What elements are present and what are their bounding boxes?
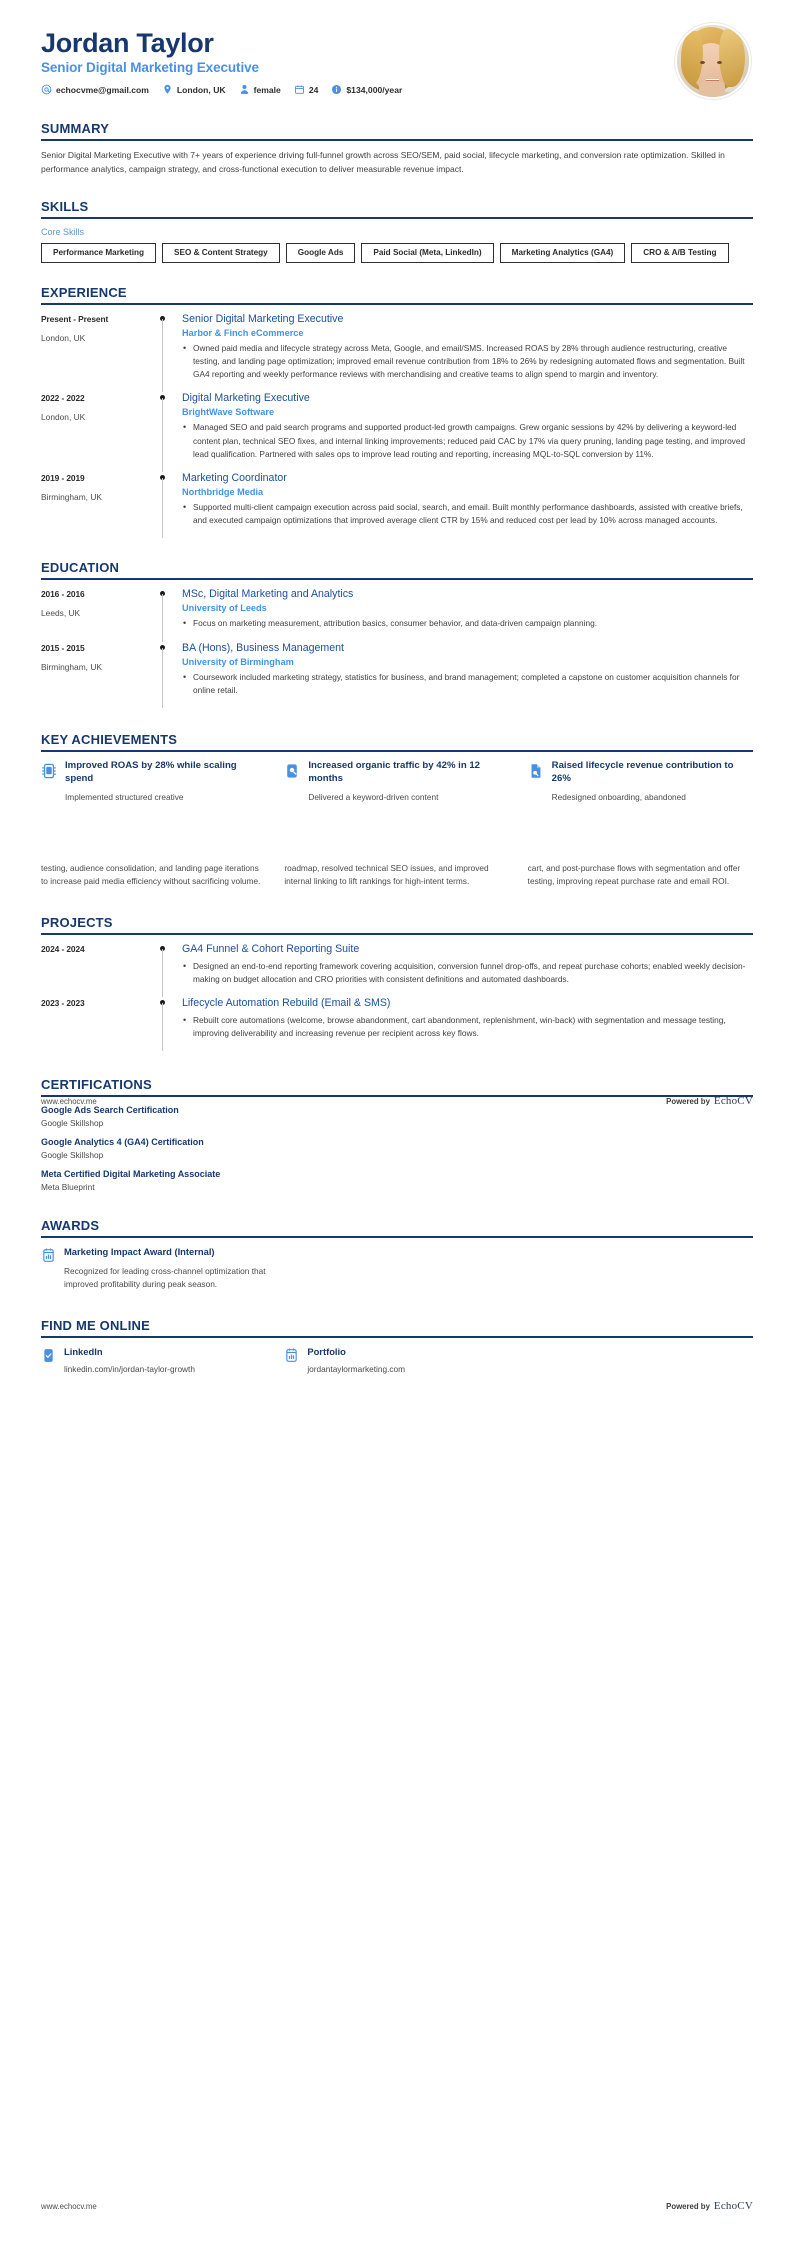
entry-body	[173, 997, 753, 1051]
entry-location: Birmingham, UK	[41, 661, 102, 672]
avatar	[675, 23, 751, 99]
entry-meta	[41, 588, 153, 641]
timeline-track	[153, 642, 173, 708]
entry-body	[173, 588, 753, 641]
achievement-desc-continued: cart, and post-purchase flows with segmentation and offer testing, improving repeat purchase rate and email ROI.	[527, 862, 741, 887]
entry-organization: University of Birmingham	[182, 656, 294, 667]
check-badge-icon	[41, 1347, 56, 1364]
footer-powered-prefix: Powered by	[666, 2202, 710, 2211]
at-icon	[41, 84, 52, 95]
entry-bullets	[182, 671, 753, 697]
achievement-title: Improved ROAS by 28% while scaling spend	[65, 759, 237, 784]
achievements-grid	[41, 760, 753, 805]
skill-chip[interactable]: Paid Social (Meta, LinkedIn)	[361, 243, 493, 263]
section-title-summary: SUMMARY	[41, 121, 110, 136]
section-title-find-me-online: FIND ME ONLINE	[41, 1317, 150, 1333]
section-experience	[41, 285, 753, 538]
entry-body	[173, 392, 753, 472]
timeline-line	[162, 648, 163, 708]
section-title-projects: PROJECTS	[41, 914, 113, 930]
timeline-line	[162, 594, 163, 641]
entry-date: 2022 - 2022	[41, 393, 85, 404]
awards-grid	[41, 1246, 753, 1291]
award-item	[41, 1246, 266, 1291]
section-find-me-online	[41, 1318, 753, 1374]
contact-age	[294, 84, 319, 95]
education-entry	[41, 642, 753, 708]
section-title-experience: EXPERIENCE	[41, 284, 127, 300]
experience-entry	[41, 392, 753, 472]
entry-title: GA4 Funnel & Cohort Reporting Suite	[182, 942, 360, 955]
entry-title: Senior Digital Marketing Executive	[182, 312, 344, 325]
chart-badge-icon	[41, 1247, 56, 1264]
certification-name: Google Analytics 4 (GA4) Certification	[41, 1137, 204, 1148]
entry-meta	[41, 943, 153, 997]
links-grid	[41, 1346, 753, 1374]
section-divider	[41, 217, 753, 219]
page-title: Jordan Taylor	[41, 28, 214, 58]
achievement-title: Raised lifecycle revenue contribution to 26%	[551, 759, 734, 784]
contact-email[interactable]	[41, 84, 149, 95]
resume-header	[41, 0, 753, 99]
bullet-item: • Supported multi-client campaign execution across paid social, search, and email. Built monthly performance dashboards, assisted with creative briefs, and executed campaign optimizations that improved average client CTR by 15% and reduced cost per lead by 10% across managed accounts.	[182, 501, 753, 527]
section-divider	[41, 933, 753, 935]
section-skills	[41, 199, 753, 263]
skill-chip[interactable]: Google Ads	[286, 243, 356, 263]
section-title-achievements: KEY ACHIEVEMENTS	[41, 731, 178, 747]
contact-salary	[331, 84, 402, 95]
entry-date: 2016 - 2016	[41, 589, 85, 600]
entry-organization: Northbridge Media	[182, 487, 264, 497]
calendar-icon	[294, 84, 305, 95]
footer-site[interactable]: www.echocv.me	[41, 2202, 97, 2211]
online-link-item[interactable]	[41, 1346, 266, 1374]
contact-row	[41, 84, 415, 95]
certification-issuer: Meta Blueprint	[41, 1182, 95, 1193]
entry-bullets	[182, 1014, 753, 1040]
bullet-item: • Owned paid media and lifecycle strategy across Meta, Google, and email/SMS. Increased ROAS by 28% through audience restructuring, creative testing, and landing page optimization; improved email revenue contribution from 18% to 26% by redesigning automated flows and segmentation. Built GA4 reporting and weekly performance reviews with merchandising and creative teams to align spend to margin and inventory.	[182, 342, 753, 381]
section-title-awards: AWARDS	[41, 1218, 100, 1234]
chart-badge-icon	[284, 1347, 299, 1364]
certification-issuer: Google Skillshop	[41, 1118, 104, 1129]
footer-powered-prefix: Powered by	[666, 1097, 710, 1106]
achievements-grid-continued	[41, 862, 753, 889]
online-link-label: Portfolio	[307, 1345, 346, 1357]
timeline-track	[153, 472, 173, 538]
award-description: Recognized for leading cross-channel optimization that improved profitability during peak season.	[64, 1265, 266, 1290]
contact-gender	[239, 84, 281, 95]
chip-icon	[41, 762, 57, 780]
header-role: Senior Digital Marketing Executive	[41, 60, 259, 76]
entry-body	[173, 943, 753, 997]
section-summary	[41, 121, 753, 177]
timeline-line	[162, 319, 163, 393]
entry-title: Lifecycle Automation Rebuild (Email & SMS)	[182, 996, 391, 1009]
section-achievements	[41, 732, 753, 805]
entry-bullets	[182, 501, 753, 527]
entry-bullets	[182, 342, 753, 381]
entry-meta	[41, 313, 153, 393]
entry-body	[173, 642, 753, 708]
entry-date: Present - Present	[41, 313, 109, 324]
entry-body	[173, 472, 753, 538]
entry-location: Birmingham, UK	[41, 491, 102, 502]
timeline-track	[153, 943, 173, 997]
achievement-title: Increased organic traffic by 42% in 12 months	[308, 759, 481, 784]
entry-date: 2019 - 2019	[41, 472, 85, 483]
certifications-list	[41, 1105, 753, 1192]
section-divider	[41, 750, 753, 752]
entry-organization: Harbor & Finch eCommerce	[182, 327, 304, 338]
certification-issuer: Google Skillshop	[41, 1150, 104, 1161]
bullet-item: • Managed SEO and paid search programs and supported product-led growth campaigns. Grew organic sessions by 42% by delivering a keyword-led content plan, technical SEO fixes, and internal linking improvements; reduced paid CAC by 17% via query pruning, landing page testing, and improved lead qualification. Partnered with sales ops to improve lead routing and reporting, increasing MQL-to-SQL conversion by 11%.	[182, 421, 753, 460]
entry-organization: BrightWave Software	[182, 407, 275, 418]
achievement-desc-continued: roadmap, resolved technical SEO issues, and improved internal linking to lift rankings for high-intent terms.	[284, 862, 489, 887]
entry-meta	[41, 642, 153, 708]
skills-group-label: Core Skills	[41, 226, 85, 237]
entry-bullets	[182, 960, 753, 986]
contact-salary-text: $134,000/year	[346, 84, 403, 95]
summary-text: Senior Digital Marketing Executive with 7+ years of experience driving full-funnel growth across SEO/SEM, paid social, lifecycle marketing, and conversion rate optimization. Skilled in performance analytics, campaign strategy, and cross-functional execution to deliver measurable revenue impact.	[41, 150, 725, 174]
entry-title: Marketing Coordinator	[182, 471, 287, 484]
timeline-line	[162, 398, 163, 472]
experience-list	[41, 313, 753, 538]
bullet-item: • Coursework included marketing strategy, statistics for business, and brand management; completed a capstone on customer acquisition channels for online retail.	[182, 671, 753, 697]
certification-item	[41, 1137, 753, 1160]
footer-brand: EchoCV	[713, 2200, 753, 2212]
entry-title: MSc, Digital Marketing and Analytics	[182, 588, 354, 601]
entry-meta	[41, 392, 153, 472]
section-divider	[41, 1336, 753, 1338]
entry-location: Leeds, UK	[41, 608, 81, 619]
contact-email-text: echocvme@gmail.com	[56, 84, 149, 95]
section-title-skills: SKILLS	[41, 198, 89, 214]
footer-site[interactable]: www.echocv.me	[41, 1097, 97, 1106]
entry-title: BA (Hons), Business Management	[182, 641, 344, 654]
entry-title: Digital Marketing Executive	[182, 392, 310, 405]
timeline-line	[162, 478, 163, 538]
section-divider	[41, 578, 753, 580]
experience-entry	[41, 313, 753, 393]
bullet-item: • Designed an end-to-end reporting framework covering acquisition, conversion funnel drop-offs, and repeat purchase cohorts; enabled weekly decision-making on budget allocation and CRO priorities with consistent definitions and automated dashboards.	[182, 960, 753, 986]
bullet-item: • Focus on marketing measurement, attribution basics, consumer behavior, and data-driven campaign planning.	[182, 617, 753, 630]
page-footer-1	[0, 1095, 794, 1107]
section-divider	[41, 1236, 753, 1238]
certification-item	[41, 1105, 753, 1128]
header-identity	[41, 23, 415, 95]
document-search-icon	[528, 762, 544, 780]
experience-entry	[41, 472, 753, 538]
contact-age-text: 24	[308, 84, 319, 95]
skills-chip-list	[41, 243, 753, 263]
education-entry	[41, 588, 753, 641]
timeline-track	[153, 392, 173, 472]
entry-bullets	[182, 617, 753, 630]
certification-name: Google Ads Search Certification	[41, 1105, 179, 1116]
achievement-item	[284, 760, 509, 805]
entry-date: 2024 - 2024	[41, 943, 85, 954]
section-title-certifications: CERTIFICATIONS	[41, 1077, 152, 1093]
skill-chip[interactable]: CRO & A/B Testing	[631, 243, 728, 263]
achievement-desc-continued: testing, audience consolidation, and landing page iterations to increase paid media efficiency without sacrificing volume.	[41, 862, 261, 887]
section-awards	[41, 1218, 753, 1291]
skill-chip[interactable]: SEO & Content Strategy	[162, 243, 280, 263]
entry-meta	[41, 472, 153, 538]
contact-location	[162, 84, 226, 95]
entry-location: London, UK	[41, 412, 86, 423]
entry-bullets	[182, 421, 753, 460]
person-icon	[239, 84, 250, 95]
achievement-item	[528, 760, 753, 805]
timeline-track	[153, 313, 173, 393]
achievement-desc: Delivered a keyword-driven content	[308, 792, 439, 803]
entry-body	[173, 313, 753, 393]
footer-powered-by	[666, 1095, 753, 1107]
contact-gender-text: female	[253, 84, 281, 95]
skill-chip[interactable]: Performance Marketing	[41, 243, 156, 263]
search-badge-icon	[284, 762, 300, 780]
timeline-track	[153, 997, 173, 1051]
online-link-url[interactable]: linkedin.com/in/jordan-taylor-growth	[64, 1364, 195, 1375]
entry-meta	[41, 997, 153, 1051]
award-title: Marketing Impact Award (Internal)	[64, 1246, 215, 1258]
section-divider	[41, 303, 753, 305]
project-entry	[41, 943, 753, 997]
section-title-education: EDUCATION	[41, 560, 120, 576]
education-list	[41, 588, 753, 708]
achievement-desc: Redesigned onboarding, abandoned	[551, 792, 686, 803]
section-divider	[41, 139, 753, 141]
entry-organization: University of Leeds	[182, 603, 267, 614]
timeline-line	[162, 1003, 163, 1051]
footer-brand: EchoCV	[713, 1095, 753, 1107]
projects-list	[41, 943, 753, 1052]
timeline-track	[153, 588, 173, 641]
online-link-url[interactable]: jordantaylormarketing.com	[307, 1364, 406, 1375]
online-link-item[interactable]	[284, 1346, 509, 1374]
section-education	[41, 560, 753, 708]
entry-date: 2023 - 2023	[41, 997, 85, 1008]
online-link-label: LinkedIn	[64, 1345, 103, 1357]
location-pin-icon	[162, 84, 173, 95]
certification-name: Meta Certified Digital Marketing Associate	[41, 1169, 221, 1180]
section-projects	[41, 915, 753, 1052]
info-circle-icon	[331, 84, 342, 95]
skill-chip[interactable]: Marketing Analytics (GA4)	[500, 243, 626, 263]
project-entry	[41, 997, 753, 1051]
contact-location-text: London, UK	[176, 84, 226, 95]
footer-powered-by	[666, 2200, 753, 2212]
achievement-desc: Implemented structured creative	[65, 792, 184, 803]
entry-location: London, UK	[41, 332, 86, 343]
bullet-item: • Rebuilt core automations (welcome, browse abandonment, cart abandonment, replenishment, win-back) with segmentation and message testing, improving deliverability and increasing revenue per recipient across key flows.	[182, 1014, 753, 1040]
entry-date: 2015 - 2015	[41, 642, 85, 653]
certification-item	[41, 1169, 753, 1192]
timeline-line	[162, 949, 163, 997]
page-footer-2	[0, 2200, 794, 2212]
achievement-item	[41, 760, 266, 805]
